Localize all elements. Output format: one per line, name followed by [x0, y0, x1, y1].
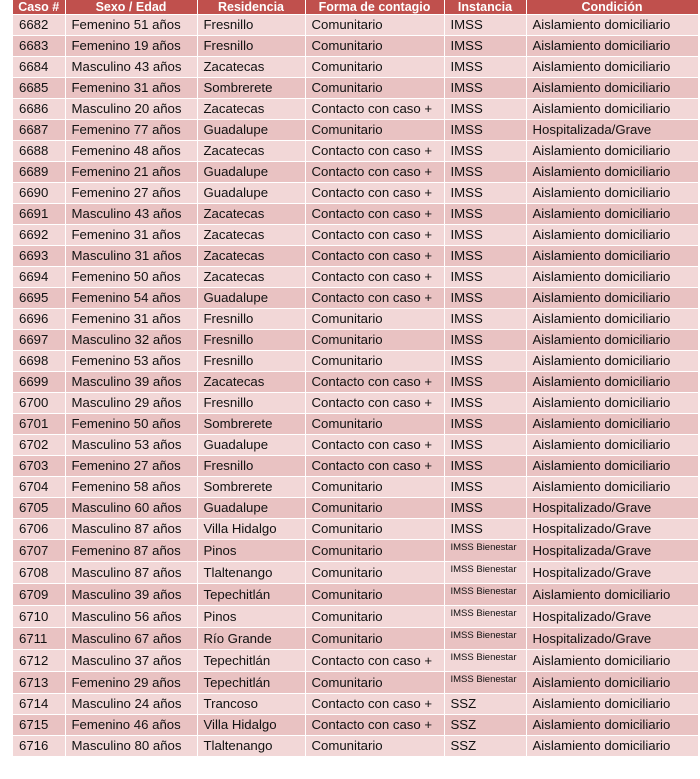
cell-condicion: Aislamiento domiciliario: [526, 694, 698, 715]
cell-forma-contagio: Comunitario: [305, 519, 444, 540]
header-instancia: Instancia: [444, 0, 526, 15]
cell-sexo-edad: Masculino 87 años: [65, 519, 197, 540]
cell-instancia: IMSS Bienestar: [444, 628, 526, 650]
cell-forma-contagio: Comunitario: [305, 351, 444, 372]
cell-forma-contagio: Contacto con caso +: [305, 267, 444, 288]
cell-residencia: Guadalupe: [197, 120, 305, 141]
cell-instancia: IMSS: [444, 225, 526, 246]
cell-forma-contagio: Comunitario: [305, 736, 444, 757]
cell-instancia: IMSS: [444, 162, 526, 183]
cell-instancia: IMSS: [444, 141, 526, 162]
cell-condicion: Aislamiento domiciliario: [526, 288, 698, 309]
cell-condicion: Aislamiento domiciliario: [526, 309, 698, 330]
cell-sexo-edad: Masculino 43 años: [65, 57, 197, 78]
cell-condicion: Aislamiento domiciliario: [526, 57, 698, 78]
cell-sexo-edad: Masculino 32 años: [65, 330, 197, 351]
cell-sexo-edad: Femenino 29 años: [65, 672, 197, 694]
header-row: [13, 0, 698, 15]
cell-sexo-edad: Masculino 31 años: [65, 246, 197, 267]
cell-residencia: Fresnillo: [197, 36, 305, 57]
cell-caso: 6705: [13, 498, 65, 519]
cell-residencia: Tepechitlán: [197, 650, 305, 672]
cell-instancia: IMSS Bienestar: [444, 672, 526, 694]
cell-caso: 6715: [13, 715, 65, 736]
table-row: [13, 562, 698, 584]
cell-caso: 6697: [13, 330, 65, 351]
cell-forma-contagio: Comunitario: [305, 498, 444, 519]
cell-condicion: Aislamiento domiciliario: [526, 183, 698, 204]
cell-caso: 6693: [13, 246, 65, 267]
cell-sexo-edad: Femenino 19 años: [65, 36, 197, 57]
cell-condicion: Hospitalizado/Grave: [526, 628, 698, 650]
cell-forma-contagio: Contacto con caso +: [305, 715, 444, 736]
cell-condicion: Aislamiento domiciliario: [526, 456, 698, 477]
cell-sexo-edad: Masculino 24 años: [65, 694, 197, 715]
cell-caso: 6683: [13, 36, 65, 57]
cell-forma-contagio: Contacto con caso +: [305, 162, 444, 183]
cell-instancia: IMSS: [444, 120, 526, 141]
table-row: [13, 477, 698, 498]
cell-condicion: Aislamiento domiciliario: [526, 736, 698, 757]
cell-sexo-edad: Femenino 58 años: [65, 477, 197, 498]
cell-instancia: IMSS: [444, 372, 526, 393]
cell-forma-contagio: Contacto con caso +: [305, 650, 444, 672]
cell-residencia: Pinos: [197, 606, 305, 628]
cell-caso: 6710: [13, 606, 65, 628]
cell-caso: 6690: [13, 183, 65, 204]
cell-condicion: Aislamiento domiciliario: [526, 225, 698, 246]
cell-sexo-edad: Masculino 43 años: [65, 204, 197, 225]
cell-instancia: SSZ: [444, 694, 526, 715]
cell-forma-contagio: Comunitario: [305, 562, 444, 584]
cell-condicion: Hospitalizado/Grave: [526, 498, 698, 519]
cell-caso: 6686: [13, 99, 65, 120]
cell-residencia: Trancoso: [197, 694, 305, 715]
cell-residencia: Villa Hidalgo: [197, 519, 305, 540]
cell-residencia: Guadalupe: [197, 288, 305, 309]
cell-residencia: Zacatecas: [197, 246, 305, 267]
table-header: [13, 0, 698, 15]
cell-instancia: IMSS: [444, 456, 526, 477]
cell-forma-contagio: Contacto con caso +: [305, 246, 444, 267]
cell-caso: 6691: [13, 204, 65, 225]
cell-sexo-edad: Masculino 53 años: [65, 435, 197, 456]
table-row: [13, 225, 698, 246]
cell-instancia: IMSS: [444, 246, 526, 267]
cell-caso: 6709: [13, 584, 65, 606]
table-row: [13, 715, 698, 736]
table-row: [13, 330, 698, 351]
cell-residencia: Tepechitlán: [197, 584, 305, 606]
cell-residencia: Zacatecas: [197, 204, 305, 225]
cell-instancia: IMSS: [444, 15, 526, 36]
cell-forma-contagio: Comunitario: [305, 78, 444, 99]
cell-instancia: IMSS: [444, 57, 526, 78]
cell-sexo-edad: Masculino 39 años: [65, 584, 197, 606]
cell-residencia: Tepechitlán: [197, 672, 305, 694]
cell-forma-contagio: Comunitario: [305, 477, 444, 498]
cell-instancia: IMSS Bienestar: [444, 540, 526, 562]
cell-instancia: IMSS: [444, 498, 526, 519]
table-row: [13, 393, 698, 414]
cell-residencia: Río Grande: [197, 628, 305, 650]
cell-residencia: Zacatecas: [197, 99, 305, 120]
cell-residencia: Tlaltenango: [197, 736, 305, 757]
cell-instancia: IMSS Bienestar: [444, 584, 526, 606]
cell-residencia: Sombrerete: [197, 414, 305, 435]
table-row: [13, 540, 698, 562]
table-row: [13, 519, 698, 540]
cell-residencia: Guadalupe: [197, 183, 305, 204]
cell-condicion: Aislamiento domiciliario: [526, 99, 698, 120]
cell-sexo-edad: Masculino 56 años: [65, 606, 197, 628]
cell-forma-contagio: Contacto con caso +: [305, 99, 444, 120]
cell-residencia: Sombrerete: [197, 78, 305, 99]
cell-condicion: Hospitalizada/Grave: [526, 120, 698, 141]
cell-condicion: Aislamiento domiciliario: [526, 351, 698, 372]
table-row: [13, 628, 698, 650]
table-row: [13, 456, 698, 477]
cell-forma-contagio: Contacto con caso +: [305, 183, 444, 204]
cell-forma-contagio: Comunitario: [305, 672, 444, 694]
cell-instancia: SSZ: [444, 736, 526, 757]
cell-forma-contagio: Comunitario: [305, 120, 444, 141]
cell-instancia: IMSS: [444, 477, 526, 498]
cell-sexo-edad: Femenino 54 años: [65, 288, 197, 309]
cell-condicion: Aislamiento domiciliario: [526, 650, 698, 672]
cell-instancia: IMSS: [444, 183, 526, 204]
table-row: [13, 736, 698, 757]
cell-sexo-edad: Masculino 37 años: [65, 650, 197, 672]
cell-caso: 6699: [13, 372, 65, 393]
cell-residencia: Fresnillo: [197, 393, 305, 414]
cell-residencia: Zacatecas: [197, 225, 305, 246]
cell-sexo-edad: Femenino 50 años: [65, 267, 197, 288]
cell-sexo-edad: Femenino 46 años: [65, 715, 197, 736]
cell-caso: 6687: [13, 120, 65, 141]
table-row: [13, 498, 698, 519]
cell-instancia: IMSS: [444, 351, 526, 372]
table-row: [13, 183, 698, 204]
cell-caso: 6703: [13, 456, 65, 477]
cell-instancia: IMSS Bienestar: [444, 606, 526, 628]
cell-condicion: Hospitalizado/Grave: [526, 562, 698, 584]
cell-caso: 6694: [13, 267, 65, 288]
cell-condicion: Aislamiento domiciliario: [526, 672, 698, 694]
cell-forma-contagio: Comunitario: [305, 330, 444, 351]
cell-residencia: Villa Hidalgo: [197, 715, 305, 736]
table-row: [13, 120, 698, 141]
cell-forma-contagio: Contacto con caso +: [305, 288, 444, 309]
cell-caso: 6698: [13, 351, 65, 372]
cell-forma-contagio: Contacto con caso +: [305, 694, 444, 715]
cell-condicion: Aislamiento domiciliario: [526, 204, 698, 225]
cell-instancia: IMSS: [444, 435, 526, 456]
table-row: [13, 288, 698, 309]
cell-sexo-edad: Femenino 31 años: [65, 309, 197, 330]
cell-caso: 6701: [13, 414, 65, 435]
cell-forma-contagio: Comunitario: [305, 540, 444, 562]
cell-forma-contagio: Comunitario: [305, 15, 444, 36]
cell-condicion: Hospitalizada/Grave: [526, 540, 698, 562]
cell-sexo-edad: Femenino 27 años: [65, 456, 197, 477]
cell-sexo-edad: Femenino 21 años: [65, 162, 197, 183]
cell-residencia: Zacatecas: [197, 57, 305, 78]
cases-table-container: [13, 0, 698, 757]
cell-residencia: Fresnillo: [197, 456, 305, 477]
cell-instancia: IMSS: [444, 393, 526, 414]
cell-sexo-edad: Femenino 48 años: [65, 141, 197, 162]
table-row: [13, 351, 698, 372]
cell-instancia: IMSS: [444, 309, 526, 330]
cell-sexo-edad: Masculino 60 años: [65, 498, 197, 519]
cell-caso: 6714: [13, 694, 65, 715]
cell-caso: 6704: [13, 477, 65, 498]
cell-forma-contagio: Contacto con caso +: [305, 204, 444, 225]
cell-instancia: IMSS: [444, 36, 526, 57]
cell-condicion: Aislamiento domiciliario: [526, 330, 698, 351]
cell-instancia: IMSS: [444, 204, 526, 225]
cell-sexo-edad: Masculino 67 años: [65, 628, 197, 650]
cell-caso: 6713: [13, 672, 65, 694]
table-row: [13, 246, 698, 267]
cell-forma-contagio: Contacto con caso +: [305, 435, 444, 456]
cell-condicion: Aislamiento domiciliario: [526, 246, 698, 267]
cell-forma-contagio: Comunitario: [305, 606, 444, 628]
header-sexo-edad: Sexo / Edad: [65, 0, 197, 15]
cell-instancia: IMSS: [444, 78, 526, 99]
cell-residencia: Guadalupe: [197, 162, 305, 183]
cell-caso: 6706: [13, 519, 65, 540]
header-caso: Caso #: [13, 0, 65, 15]
header-residencia: Residencia: [197, 0, 305, 15]
cell-forma-contagio: Contacto con caso +: [305, 372, 444, 393]
table-row: [13, 99, 698, 120]
table-row: [13, 162, 698, 183]
cell-sexo-edad: Femenino 51 años: [65, 15, 197, 36]
cell-condicion: Hospitalizado/Grave: [526, 519, 698, 540]
cell-forma-contagio: Contacto con caso +: [305, 393, 444, 414]
cell-condicion: Aislamiento domiciliario: [526, 435, 698, 456]
cell-condicion: Aislamiento domiciliario: [526, 393, 698, 414]
table-row: [13, 15, 698, 36]
cell-caso: 6689: [13, 162, 65, 183]
cell-caso: 6696: [13, 309, 65, 330]
cell-caso: 6688: [13, 141, 65, 162]
cell-caso: 6702: [13, 435, 65, 456]
cell-forma-contagio: Comunitario: [305, 36, 444, 57]
cell-caso: 6684: [13, 57, 65, 78]
table-row: [13, 672, 698, 694]
table-row: [13, 36, 698, 57]
table-row: [13, 309, 698, 330]
table-body: [13, 15, 698, 757]
cell-instancia: IMSS: [444, 519, 526, 540]
cell-condicion: Aislamiento domiciliario: [526, 15, 698, 36]
cell-forma-contagio: Contacto con caso +: [305, 141, 444, 162]
table-row: [13, 650, 698, 672]
cell-residencia: Fresnillo: [197, 351, 305, 372]
table-row: [13, 57, 698, 78]
cell-sexo-edad: Masculino 29 años: [65, 393, 197, 414]
cell-residencia: Tlaltenango: [197, 562, 305, 584]
cell-residencia: Fresnillo: [197, 15, 305, 36]
cell-caso: 6682: [13, 15, 65, 36]
cell-residencia: Pinos: [197, 540, 305, 562]
cell-condicion: Aislamiento domiciliario: [526, 372, 698, 393]
cell-sexo-edad: Femenino 77 años: [65, 120, 197, 141]
cell-residencia: Guadalupe: [197, 435, 305, 456]
cell-instancia: SSZ: [444, 715, 526, 736]
cell-caso: 6708: [13, 562, 65, 584]
cell-sexo-edad: Masculino 20 años: [65, 99, 197, 120]
cell-residencia: Guadalupe: [197, 498, 305, 519]
cell-instancia: IMSS: [444, 288, 526, 309]
cell-forma-contagio: Comunitario: [305, 414, 444, 435]
cell-condicion: Aislamiento domiciliario: [526, 715, 698, 736]
cell-caso: 6695: [13, 288, 65, 309]
cell-sexo-edad: Masculino 39 años: [65, 372, 197, 393]
cell-condicion: Aislamiento domiciliario: [526, 141, 698, 162]
cell-instancia: IMSS: [444, 267, 526, 288]
cell-sexo-edad: Femenino 53 años: [65, 351, 197, 372]
cell-sexo-edad: Femenino 50 años: [65, 414, 197, 435]
cell-forma-contagio: Contacto con caso +: [305, 456, 444, 477]
cell-caso: 6711: [13, 628, 65, 650]
cell-condicion: Aislamiento domiciliario: [526, 162, 698, 183]
cell-residencia: Fresnillo: [197, 330, 305, 351]
cell-sexo-edad: Femenino 31 años: [65, 78, 197, 99]
table-row: [13, 141, 698, 162]
cell-caso: 6716: [13, 736, 65, 757]
table-row: [13, 78, 698, 99]
cell-sexo-edad: Masculino 80 años: [65, 736, 197, 757]
cell-forma-contagio: Comunitario: [305, 57, 444, 78]
header-condicion: Condición: [526, 0, 698, 15]
cell-caso: 6692: [13, 225, 65, 246]
cell-instancia: IMSS: [444, 330, 526, 351]
cell-forma-contagio: Comunitario: [305, 628, 444, 650]
cell-residencia: Zacatecas: [197, 372, 305, 393]
cell-condicion: Aislamiento domiciliario: [526, 36, 698, 57]
cell-condicion: Aislamiento domiciliario: [526, 414, 698, 435]
table-row: [13, 606, 698, 628]
cases-table: [13, 0, 699, 757]
cell-condicion: Aislamiento domiciliario: [526, 584, 698, 606]
cell-caso: 6685: [13, 78, 65, 99]
cell-residencia: Fresnillo: [197, 309, 305, 330]
cell-sexo-edad: Femenino 87 años: [65, 540, 197, 562]
cell-sexo-edad: Femenino 27 años: [65, 183, 197, 204]
cell-condicion: Aislamiento domiciliario: [526, 267, 698, 288]
table-row: [13, 372, 698, 393]
cell-condicion: Hospitalizado/Grave: [526, 606, 698, 628]
cell-instancia: IMSS: [444, 99, 526, 120]
table-row: [13, 267, 698, 288]
cell-caso: 6707: [13, 540, 65, 562]
cell-residencia: Zacatecas: [197, 141, 305, 162]
cell-instancia: IMSS: [444, 414, 526, 435]
cell-caso: 6712: [13, 650, 65, 672]
header-forma-contagio: Forma de contagio: [305, 0, 444, 15]
cell-caso: 6700: [13, 393, 65, 414]
cell-condicion: Aislamiento domiciliario: [526, 78, 698, 99]
cell-forma-contagio: Comunitario: [305, 309, 444, 330]
cell-forma-contagio: Comunitario: [305, 584, 444, 606]
cell-forma-contagio: Contacto con caso +: [305, 225, 444, 246]
cell-residencia: Zacatecas: [197, 267, 305, 288]
cell-instancia: IMSS Bienestar: [444, 650, 526, 672]
table-row: [13, 584, 698, 606]
cell-instancia: IMSS Bienestar: [444, 562, 526, 584]
table-row: [13, 414, 698, 435]
cell-sexo-edad: Femenino 31 años: [65, 225, 197, 246]
cell-condicion: Aislamiento domiciliario: [526, 477, 698, 498]
cell-sexo-edad: Masculino 87 años: [65, 562, 197, 584]
table-row: [13, 694, 698, 715]
table-row: [13, 435, 698, 456]
cell-residencia: Sombrerete: [197, 477, 305, 498]
table-row: [13, 204, 698, 225]
